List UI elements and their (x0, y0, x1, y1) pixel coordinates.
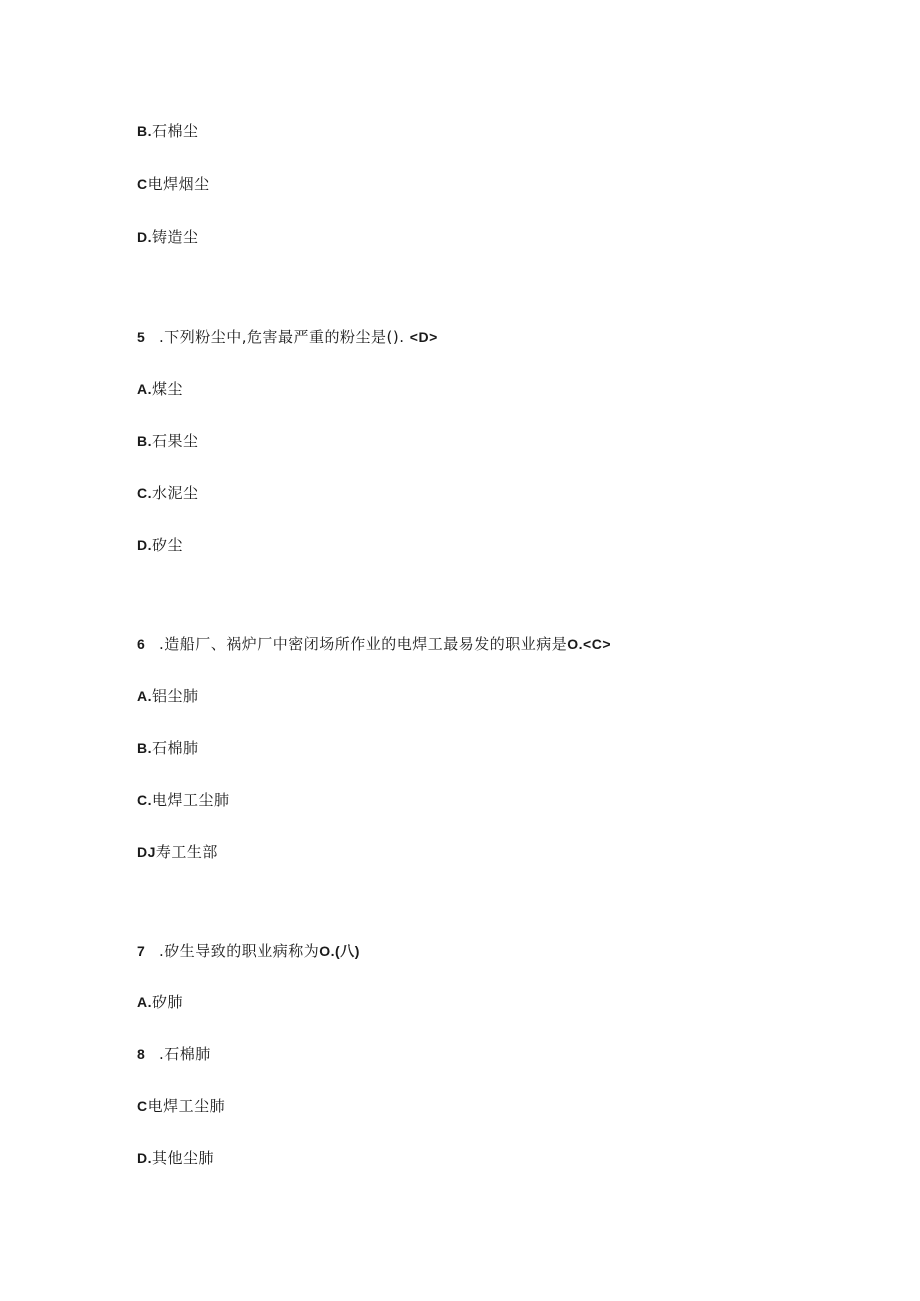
question-number: 7 (137, 943, 146, 959)
option-text: 电焊工尘肺 (147, 1097, 226, 1115)
option-c (137, 483, 199, 503)
option-mark: DJ (137, 844, 156, 860)
option-text: 寿工生部 (155, 843, 218, 861)
question-number: 8 (137, 1046, 146, 1062)
option-d (137, 535, 183, 555)
option-a (137, 379, 183, 399)
option-mark: C. (137, 485, 152, 501)
option-c (137, 790, 230, 810)
option-c (137, 1096, 225, 1116)
option-mark: C (137, 176, 148, 192)
option-mark: D. (137, 1150, 152, 1166)
option-text: 矽肺 (152, 993, 184, 1011)
question-answer: O.<C> (567, 636, 612, 652)
option-mark: B. (137, 740, 152, 756)
option-text: 石棉尘 (152, 122, 199, 140)
option-a (137, 686, 199, 706)
option-mark: C (137, 1098, 148, 1114)
option-mark: C. (137, 792, 152, 808)
option-text: 电焊工尘肺 (152, 791, 230, 809)
option-d (137, 227, 199, 247)
question-text: .造船厂、祸炉厂中密闭场所作业的电焊工最易发的职业病是 (159, 635, 568, 653)
option-a (137, 992, 183, 1012)
option-mark: A. (137, 688, 152, 704)
option-b (137, 738, 199, 758)
option-mark: B. (137, 123, 152, 139)
option-mark: D. (137, 229, 152, 245)
question-answer: O.(八) (319, 943, 360, 959)
option-c (137, 174, 210, 194)
question-text: .下列粉尘中,危害最严重的粉尘是(). (159, 328, 405, 346)
question-text: .石棉肺 (159, 1045, 211, 1063)
option-d (137, 1148, 214, 1168)
option-b (137, 431, 199, 451)
option-text: 水泥尘 (152, 484, 199, 502)
option-text: 其他尘肺 (152, 1149, 215, 1167)
option-text: 煤尘 (152, 380, 184, 398)
question-7-stem (137, 941, 360, 961)
option-text: 石棉肺 (152, 739, 199, 757)
question-number: 5 (137, 329, 146, 345)
option-text: 电焊烟尘 (147, 175, 210, 193)
option-mark: D. (137, 537, 152, 553)
question-answer: <D> (409, 329, 438, 345)
option-text: 铸造尘 (152, 228, 199, 246)
option-mark: A. (137, 381, 152, 397)
option-text: 铝尘肺 (152, 687, 199, 705)
question-6-stem (137, 634, 611, 654)
option-mark: A. (137, 994, 152, 1010)
option-text: 矽尘 (152, 536, 184, 554)
option-mark: B. (137, 433, 152, 449)
question-number: 6 (137, 636, 146, 652)
option-d (137, 842, 218, 862)
question-text: .矽生导致的职业病称为 (159, 942, 320, 960)
option-b (137, 121, 199, 141)
question-8-stem (137, 1044, 211, 1064)
question-5-stem (137, 327, 438, 347)
option-text: 石果尘 (152, 432, 199, 450)
